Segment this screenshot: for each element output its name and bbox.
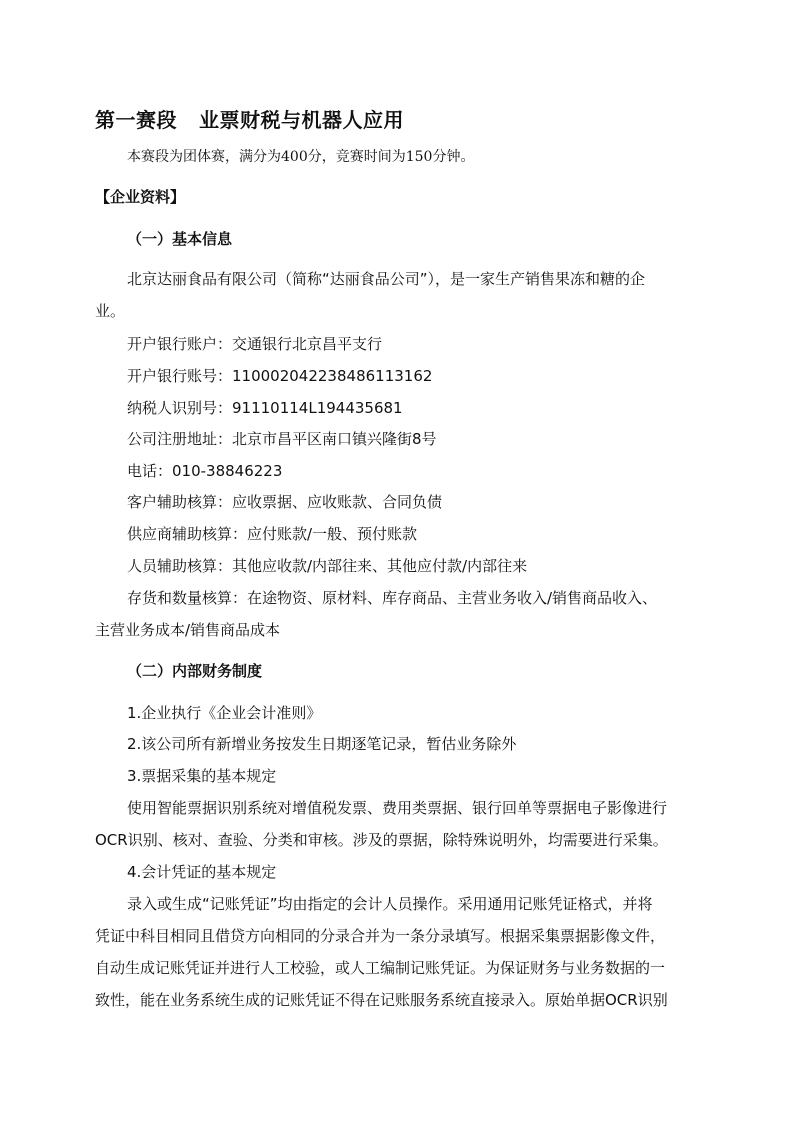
policy-item-4: 4.会计凭证的基本规定	[127, 863, 277, 881]
policy-item-4-line-3: 自动生成记账凭证并进行人工校验，或人工编制记账凭证。为保证财务与业务数据的一	[95, 959, 666, 977]
title-topic: 业票财税与机器人应用	[199, 108, 404, 132]
section-basic-info-heading: （一）基本信息	[127, 230, 233, 248]
page-title	[95, 104, 404, 133]
policy-item-3: 3.票据采集的基本规定	[127, 767, 277, 785]
policy-item-3-line-2: OCR识别、核对、查验、分类和审核。涉及的票据，除特殊说明外，均需要进行采集。	[95, 831, 668, 849]
intro-line-2: 业。	[95, 302, 126, 320]
bank-number: 开户银行账号：110002042238486113162	[127, 367, 433, 385]
policy-item-2: 2.该公司所有新增业务按发生日期逐笔记录，暂估业务除外	[127, 735, 517, 753]
section-internal-finance-heading: （二）内部财务制度	[127, 662, 263, 680]
policy-item-1: 1.企业执行《企业会计准则》	[127, 704, 322, 722]
company-address: 公司注册地址：北京市昌平区南口镇兴隆街8号	[127, 430, 437, 448]
taxpayer-id: 纳税人识别号：91110114L194435681	[127, 399, 403, 417]
title-stage: 第一赛段	[95, 108, 177, 132]
intro-line-1: 北京达丽食品有限公司（简称“达丽食品公司”），是一家生产销售果冻和糖的企	[127, 270, 646, 288]
company-heading: 【企业资料】	[95, 188, 186, 206]
customer-aux: 客户辅助核算：应收票据、应收账款、合同负债	[127, 493, 443, 511]
policy-item-4-line-1: 录入或生成“记账凭证”均由指定的会计人员操作。采用通用记账凭证格式，并将	[127, 895, 653, 913]
stage-note: 本赛段为团体赛，满分为400分，竞赛时间为150分钟。	[127, 149, 475, 165]
inventory-line-2: 主营业务成本/销售商品成本	[95, 621, 281, 639]
policy-item-4-line-2: 凭证中科目相同且借贷方向相同的分录合并为一条分录填写。根据采集票据影像文件，	[95, 927, 666, 945]
policy-item-3-line-1: 使用智能票据识别系统对增值税发票、费用类票据、银行回单等票据电子影像进行	[127, 799, 668, 817]
company-phone: 电话：010-38846223	[127, 462, 283, 480]
bank-account: 开户银行账户：交通银行北京昌平支行	[127, 335, 383, 353]
personnel-aux: 人员辅助核算：其他应收款/内部往来、其他应付款/内部往来	[127, 557, 528, 575]
policy-item-4-line-4: 致性，能在业务系统生成的记账凭证不得在记账服务系统直接录入。原始单据OCR识别	[95, 991, 668, 1009]
inventory-line-1: 存货和数量核算：在途物资、原材料、库存商品、主营业务收入/销售商品收入、	[127, 589, 658, 607]
supplier-aux: 供应商辅助核算：应付账款/一般、预付账款	[127, 525, 418, 543]
